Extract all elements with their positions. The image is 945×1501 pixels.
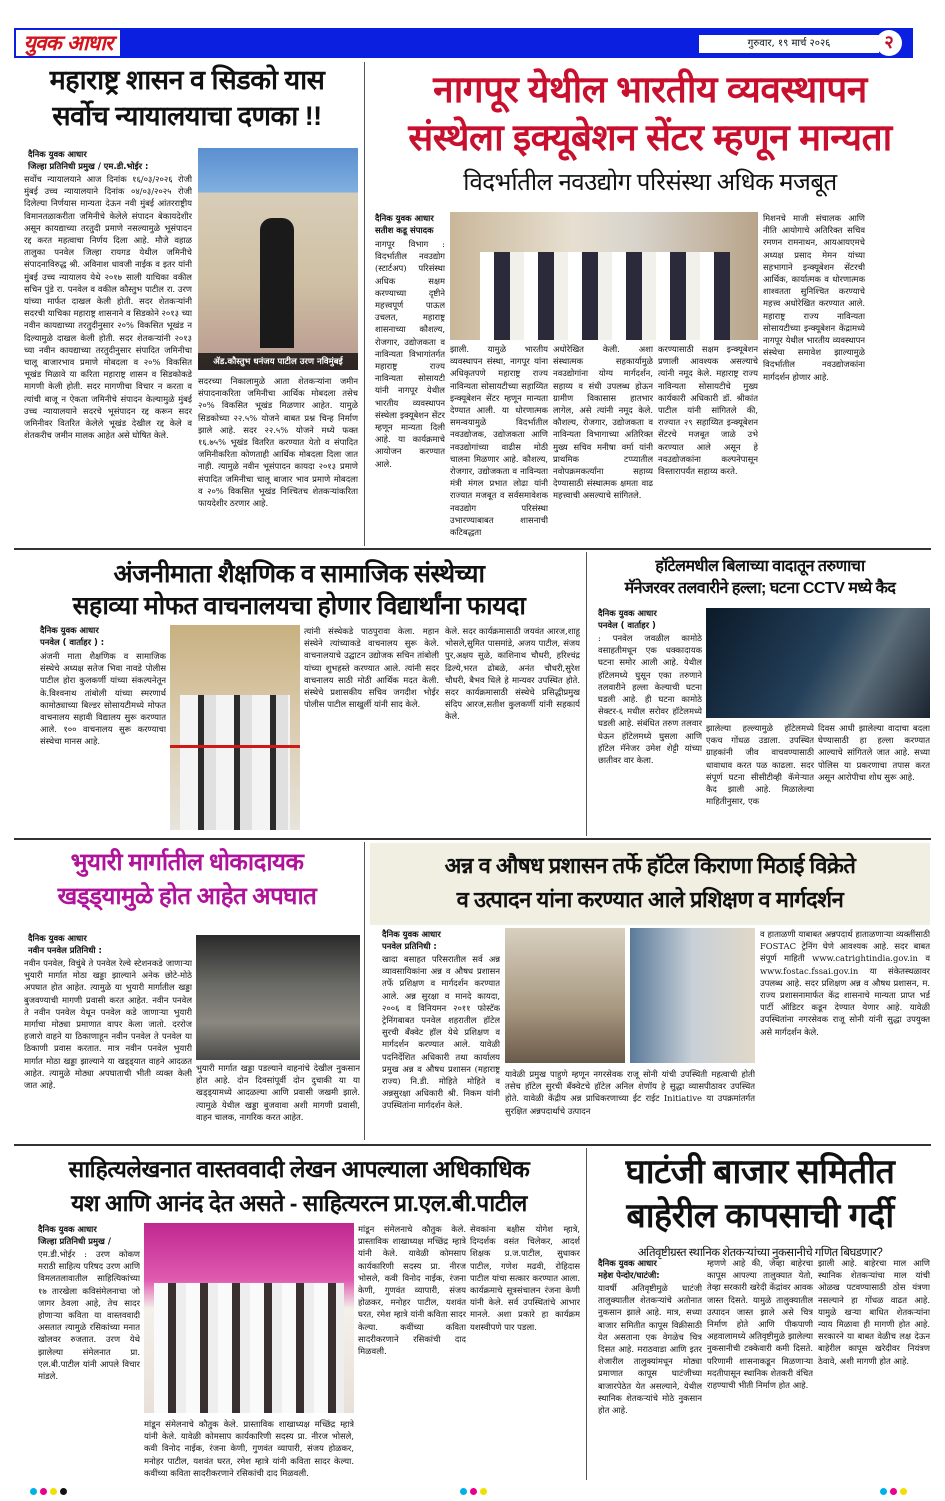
story-iim-nagpur <box>370 66 930 200</box>
people-group <box>180 695 290 830</box>
story-subway-potholes <box>14 846 360 914</box>
byline-reporter: महेश पेन्दोर/घाटंजी: <box>598 1270 660 1280</box>
headline-line-1: नागपूर येथील भारतीय व्यवस्थापन <box>433 69 867 110</box>
section-divider <box>14 1144 931 1146</box>
column-divider <box>364 842 365 1140</box>
photo-caption-text: यावेळी प्रमुख पाहुणे म्हणून नगरसेवक राजू सोनी यांची उपस्थिती महत्वाची होती तसेच हॉटेल सुरची बँक्वेटचे हॉटेल अनिल शेणॉय हे सुद्धा व्यासपीठावर उपस्थित होते. यावेळी केंद्रीय अन्न प्राधिकरणाच्या ईट राईट Initiative या उपक्रमांतर्गत सुरक्षित अन्नपदार्थाचे उत्पादन <box>505 1069 755 1116</box>
headline-line-2: खड्ड्यामुळे होत आहेत अपघात <box>57 883 317 910</box>
article-body-2: मांडून संमेलनाचे कौतुक केले. प्रास्ताविक शाखाध्यक्ष मच्छिंद्र म्हात्रे यांनी केले. यावेळी कोमसाप कार्यकारिणी सदस्य प्रा. नीरज भोसले, कवी विनोद नाईक, रंजना केणी, गुणवंत व्यापारी, संजय होळकर, मनोहर पाटील, यशवंत घरत, रमेश म्हात्रे यांनी कविता सादर केल्या. कवींच्या कविता सादरीकरणाने रसिकांची दाद मिळवली. <box>358 1224 466 1357</box>
byline: दैनिक युवक आधार <box>40 625 99 635</box>
registration-mark <box>460 1488 467 1495</box>
article-body-1: एम.डी.भोईर : उरण कोकण मराठी साहित्य परिषद उरण आणि विमलतलावातील साहित्यिकांच्या १७ तारखेला कविसंमेलनाचा जो जागर ठेवला आहे, तेच सादर होणाऱ्या कविता या वास्तववादी असतात त्यामुळे रसिकांच्या मनात खोलवर रुजतात. उरण येथे झालेल्या संमेलनात प्रा. एल.बी.पाटील यांनी आपले विचार मांडले. <box>38 1249 140 1382</box>
inauguration-photo <box>170 625 300 830</box>
registration-mark <box>30 1488 37 1495</box>
article-body-3: सेवकांना बक्षीस योगेश म्हात्रे, दिग्दर्शक वसंत चिलेकर, आदर्श शिक्षक प्र.ज.पाटील, सुधाकर पाटील, गणेश मढवी, रोहिदास पाटील यांचा सत्कार करण्यात आला. कार्यक्रमाचे सूत्रसंचालन रंजना केणी यांनी केले. सर्व उपस्थितांचे आभार मानले. अशा प्रकारे हा कार्यक्रम यशस्वीपणे पार पडला. <box>470 1224 580 1332</box>
registration-mark <box>40 1488 47 1495</box>
article-body-3: केले. सदर कार्यक्रमासाठी जयवंत आरज,शाहू भोसले,सुमित पासमांडे, अजय पाटील, संजय पुर,अक्षय सुळे, काशिनाथ चौधरी, हरिश्चंद्र ढिल्ये,भरत ढोबळे, अनंत चौधरी,सुरेश चौधरी, बैभव धिले हे मान्यवर उपस्थित होते. सदर कार्यक्रमासाठी संस्थेचे प्रसिद्धीप्रमुख संदिप आरज,सतीश कुलकर्णी यांनी सहकार्य केले. <box>445 626 580 722</box>
story-library <box>14 558 584 622</box>
headline-line-2: बाहेरील कापसाची गर्दी <box>626 1197 894 1235</box>
headline-line-1: हॉटेलमधील बिलाच्या वादातून तरुणाचा <box>655 558 865 575</box>
byline: दैनिक युवक आधार <box>375 213 434 223</box>
article-body-2: व हाताळणी याबाबत अन्नपदार्थ हाताळणाऱ्या व्यक्तींसाठी FOSTAC ट्रेनिंग घेणे आवश्यक आहे. सदर बाबत संपूर्ण माहिती www.catrightindia.gov.in व www.fostac.fssai.gov.in या संकेतस्थळावर उपलब्ध आहे. सदर प्रशिक्षण अन्न व औषध प्रशासन, म. राज्य प्रशासनामार्फत केंद्र शासनाचे मान्यता प्राप्त भर्ड पार्टी ऑडिटर कडून देण्यात येणार आहे. यावेळी उपस्थितांना नगरसेवक राजू सोनी यांनी सुद्धा उपयुक्त असे मार्गदर्शन केले. <box>760 929 930 1037</box>
byline: दैनिक युवक आधार <box>598 608 657 618</box>
article-body-1: यावर्षी अतिवृष्टीमुळे घाटंजी तालुक्यातील शेतकऱ्यांचे अतोनात नुकसान झाले आहे. मात्र, सध्या बाजार समितीत कापूस विक्रीसाठी येत असताना एक वेगळेच चित्र दिसत आहे. मराठवाडा आणि इतर शेजारील तालुक्यांमधून मोठ्या प्रमाणात कापूस घाटंजीच्या बाजारपेठेत येत असल्याने, येथील स्थानिक शेतकऱ्यांचे मोठे नुकसान होत आहे. <box>598 1283 702 1416</box>
cctv-photo <box>706 608 930 718</box>
ribbon <box>170 745 300 748</box>
page-number: २ <box>876 30 902 56</box>
article-body-2: झाली. यामुळे भारतीय व्यवस्थापन संस्था, नागपूर यांना अधिकृतपणे महाराष्ट्र राज्य नाविन्यता सोसायटीच्या सहाय्यित इन्क्यूबेशन सेंटर म्हणून मान्यता देण्यात आली. या धोरणात्मक समन्वयामुळे विदर्भातील नवउद्योजक, उद्योजकता आणि नवउद्योगांच्या वाढीस मोठी चालना मिळणार आहे. कौशल्य, रोजगार, उद्योजकता व नाविन्यता मंत्री मंगल प्रभात लोढा यांनी राज्यात मजबूत व सर्वसमावेशक नवउद्योग परिसंस्था उभारण्याबाबत शासनाची कटिबद्धता <box>450 344 548 538</box>
byline: दैनिक युवक आधार <box>28 933 87 943</box>
article-body-1: : पनवेल जवळील कामोठे वसाहतीमधून एक धक्कादायक घटना समोर आली आहे. येथील हॉटेलमध्ये घुसून एका तरुणाने तलवारीने हल्ला केल्याची घटना घडली आहे. ही घटना कामोठे सेक्टर-६ मधील सरोवर हॉटेलमध्ये घडली आहे. संबंधित तरुण तलवार घेऊन हॉटेलमध्ये घुसला आणि हॉटेल मॅनेजर उमेश शेट्टी यांच्या छातीवर वार केला. <box>598 633 702 766</box>
story-cotton-market <box>590 1150 930 1264</box>
audience-photo <box>505 928 625 1063</box>
byline-reporter: पनवेल प्रतिनिधी : <box>382 941 437 951</box>
article-body-3: झाली आहे. बाहेरचा माल आणि स्थानिक शेतकऱ्यांचा माल यांची ओळख पटवण्यासाठी ठोस यंत्रणा नसल्याने हा गोंधळ वाढत आहे. यामुळे खऱ्या बाधित शेतकऱ्यांना न्याय मिळावा ही मागणी होत आहे. सरकारने या बाबत वेळीच लक्ष देऊन बाहेरील कापूस खरेदीवर नियंत्रण ठेवावे, अशी मागणी होत आहे. <box>818 1258 930 1366</box>
article-body-1: खादा बसाहत परिसरातील सर्व अन्न व्यावसायिकांना अन्न व औषध प्रशासन तर्फे प्रशिक्षण व मार्गदर्शन करण्यात आले. अन्न सुरक्षा व मानदे कायदा, २००६ व विनियमन २०११ फोस्टॅक ट्रेनिंगबाबत पनवेल शहरातील हॉटेल सुरची बँक्वेट हॉल येथे प्रशिक्षण व मार्गदर्शन करण्यात आले. यावेळी पदनिर्देशित अधिकारी तथा कार्यालय प्रमुख अन्न व औषध प्रशासन (महाराष्ट्र राज्य) नि.डी. मोहिते मोहिते व अन्नसुरक्षा अधिकारी श्री. निकम यांनी उपस्थितांना मार्गदर्शन केले. <box>382 954 500 1111</box>
subway-photo <box>196 935 360 1060</box>
registration-mark <box>900 1488 907 1495</box>
article-body-2: म्हणणे आहे की, जेव्हा बाहेरचा कापूस आपल्या तालुक्यात येतो, तेव्हा सरकारी खरेदी केंद्रांवर आवक जास्त दिसते. यामुळे तालुक्यातील उत्पादन जास्त झाले असे चित्र निर्माण होते आणि पीकपाणी अहवालामध्ये अतिवृष्टीमुळे झालेल्या नुकसानीची टक्केवारी कमी दिसते. परिणामी शासनाकडून मिळणाऱ्या मदतीपासून स्थानिक शेतकरी वंचित राहण्याची भीती निर्माण होत आहे. <box>707 1258 813 1391</box>
headline-line-2: सहाव्या मोफत वाचनालयचा होणार विद्यार्थांना फायदा <box>72 592 526 620</box>
headline-line-2: मॅनेजरवर तलवारीने हल्ला; घटना CCTV मध्ये कैद <box>624 580 896 597</box>
byline: दैनिक युवक आधार <box>382 929 441 939</box>
byline-reporter: पनवेल ( वार्ताहर ) : <box>40 637 105 647</box>
newspaper-logo: युवक आधार <box>16 30 120 56</box>
headline-line-1: अंजनीमाता शैक्षणिक व सामाजिक संस्थेच्या <box>113 560 485 588</box>
masthead <box>14 28 913 58</box>
headline-line-1: अन्न व औषध प्रशासन तर्फे हॉटेल किराणा मिठाई विक्रेते <box>444 853 856 878</box>
column-divider <box>586 1148 587 1480</box>
article-body-1: नागपूर विभाग : विदर्भातील नवउद्योग (स्टार्टअप) परिसंस्था अधिक सक्षम करण्याच्या दृष्टीने महत्त्वपूर्ण पाऊल उचलत, महाराष्ट्र शासनाच्या कौशल्य, रोजगार, उद्योजकता व नाविन्यता विभागांतर्गत महाराष्ट्र राज्य नाविन्यता सोसायटी यांनी नागपूर येथील भारतीय व्यवस्थापन संस्थेला इक्यूबेशन सेंटर म्हणून मान्यता दिली आहे. या कार्यक्रमाचे आयोजन करण्यात आले. <box>375 239 445 469</box>
headline-line-1: महाराष्ट्र शासन व सिडको यास <box>49 65 325 95</box>
article-body-3: दिवस आधी झालेल्या वादाचा बदला घेण्यासाठी हा हल्ला करण्यात आल्याचे सांगितले जात आहे. सध्या पोलिस या प्रकरणाचा तपास करत असून आरोपीचा शोध सुरू आहे. <box>818 723 930 782</box>
headline-line-1: घाटंजी बाजार समितीत <box>625 1153 895 1191</box>
registration-mark <box>480 1488 487 1495</box>
byline: दैनिक युवक आधार <box>28 149 87 159</box>
event-photo <box>144 1223 354 1413</box>
article-body-1: अंजनी माता शैक्षणिक व सामाजिक संस्थेचे अध्यक्ष सतेज भिवा नावडे पोलीस पाटील होरा कुलकर्णी यांच्या संकल्पनेतून के.विश्वनाथ तांबोली यांच्या स्मरणार्थ कामोठ्याच्या बिल्डर सोसायटीमध्ये मोफत वाचनालय सहावी विद्यालय सुरू करण्यात आले. १०० वाचनालय सुरू करण्याचा संस्थेचा मानस आहे. <box>40 651 166 747</box>
registration-mark <box>60 1488 67 1495</box>
story-literature <box>14 1152 584 1220</box>
article-body-2: सदरच्या निकालामुळे आता शेतकऱ्यांना जमीन संपादनाकरिता जमिनीचा आर्थिक मोबदला तसेच २०% विकसित भूखंड मिळणार आहेत. यामुळे सिडकोच्या २२.५% योजने बाबत प्रश्न चिन्ह निर्माण झाले आहे. सदर २२.५% योजने मध्ये फक्त १६.७५% भूखंड वितरित करण्यात येतो व संपादित जमिनीकरिता कोणताही आर्थिक मोबदला दिला जात नाही. त्यामुळे नवीन भूसंपादन कायदा २०१३ प्रमाणे संपादित जमिनीचा चालू बाजार भाव प्रमाणे मोबदला व २०% विकसित भूखंड निश्चितच शेतकऱ्यांकरिता फायदेशीर ठरणार आहे. <box>198 376 358 509</box>
photo-caption: ॲड.कौस्तुभ धनंजय पाटील उरण नविमुंबई <box>198 353 358 370</box>
person-figure <box>260 218 294 348</box>
headline-line-2: सर्वोच न्यायालयाचा दणका !! <box>52 101 322 131</box>
column-divider <box>364 62 365 546</box>
people-group <box>154 1283 344 1413</box>
byline-reporter: जिल्हा प्रतिनिधी प्रमुख / एम.डी.भोईर : <box>28 161 149 171</box>
column-divider <box>586 552 587 836</box>
byline: दैनिक युवक आधार <box>598 1258 657 1268</box>
story-hotel-attack <box>590 556 930 600</box>
headline-line-1: साहित्यलेखनात वास्तववादी लेखन आपल्याला अधिकाधिक <box>68 1156 530 1182</box>
article-body-1b: मांडून संमेलनाचे कौतुक केले. प्रास्ताविक शाखाध्यक्ष मच्छिंद्र म्हात्रे यांनी केले. यावेळी कोमसाप कार्यकारिणी सदस्य प्रा. नीरज भोसले, कवी विनोद नाईक, रंजना केणी, गुणवंत व्यापारी, संजय होळकर, मनोहर पाटील, यशवंत घरत, रमेश म्हात्रे यांनी कविता सादर केल्या. कवींच्या कविता सादरीकरणाने रसिकांची दाद मिळवली. <box>144 1419 354 1478</box>
registration-mark <box>880 1488 887 1495</box>
story-fda-training <box>370 843 930 925</box>
byline-editor: सतीश कडू संपादक <box>375 225 434 235</box>
story-supreme-court <box>14 62 360 134</box>
registration-mark <box>50 1488 57 1495</box>
article-body-3: अधोरेखित केली. अशा संस्थात्मक सहकार्यामुळे नवउद्योगांना योग्य मार्गदर्शन, सहाय्य व संधी उपलब्ध होऊन ग्रामीण विकासास हातभार लागेल, असे त्यांनी नमूद केले. कौशल्य, रोजगार, उद्योजकता व नाविन्यता विभागाच्या अतिरिक्त मुख्य सचिव मनीषा वर्मा यांनी प्राथमिक टप्प्यातील नवोपक्रमकर्त्यांना सहाय्य देण्यासाठी संस्थात्मक क्षमता वाढ महत्त्वाची असल्याचे सांगितले. <box>553 344 653 501</box>
article-body-5: मिशनचे माजी संचालक आणि नीति आयोगाचे अतिरिक्त सचिव रमणन रामनाथन, आयआयएमचे अध्यक्ष प्रसाद मेमन यांच्या सहभागाने इन्क्यूबेशन सेंटरची आर्थिक, कार्यात्मक व धोरणात्मक शाश्वतता सुनिश्चित करण्याचे महत्त्व अधोरेखित करण्यात आले. महाराष्ट्र राज्य नाविन्यता सोसायटीच्या इन्क्यूबेशन केंद्रामध्ये नागपूर येथील भारतीय व्यवस्थापन संस्थेचा समावेश झाल्यामुळे विदर्भातील नवउद्योजकांना मार्गदर्शन होणार आहे. <box>763 213 865 382</box>
people-group <box>480 252 730 340</box>
article-body-2: त्यांनी संस्थेकडे पाठपुरावा केला. महान संस्थेने त्यांच्याकडे वाचनालय सुरू केले. वाचनालयाचे उद्घाटन उद्योजक सचिन तांबोली यांच्या शुभहस्ते करण्यात आले. त्यांनी सदर वाचनालय साठी मोठी आर्थिक मदत केली. संस्थेचे प्रशासकीय सचिव जगदीश भोईर पोलीस पाटील साखुर्ली यांनी साद केले. <box>304 626 439 710</box>
headline-line-2: व उत्पादन यांना करण्यात आले प्रशिक्षण व मार्गदर्शन <box>456 887 844 912</box>
headline-line-1: भुयारी मार्गातील धोकादायक <box>70 849 304 876</box>
issue-date: गुरुवार, १९ मार्च २०२६ <box>699 35 879 53</box>
article-body-2: झालेल्या हल्ल्यामुळे हॉटेलमध्ये एकच गोंधळ उडाला. उपस्थित ग्राहकांनी जीव वाचवण्यासाठी धावाधाव करत पळ काढला. सदर संपूर्ण घटना सीसीटीव्ही कॅमेऱ्यात कैद झाली आहे. मिळालेल्या माहितीनुसार, एक <box>706 723 814 807</box>
article-body-1: नवीन पनवेल, विचुंबे ते पनवेल रेल्वे स्टेशनकडे जाणाऱ्या भुयारी मार्गात मोठा खड्डा झाल्याने अनेक छोटे-मोठे अपघात होत आहेत. त्यामुळे या भुयारी मार्गातील खड्डा बुजवण्याची मागणी प्रवासी करत आहेत. नवीन पनवेल ते नवीन पनवेल येथून पनवेल कडे जाणाऱ्या भुयारी मार्गाचा मोठ्या प्रमाणात वापर केला जातो. दररोज हजारो वाहने या ठिकाणाहून नवीन पनवेल ते पनवेल या ठिकाणी प्रवास करतात. मात्र नवीन पनवेल भुयारी मार्गात मोठा खड्डा झाल्याने या खड्ड्यात वाहने आदळत आहेत. त्यामुळे मोठ्या अपघाताची भीती व्यक्त केली जात आहे. <box>24 958 192 1091</box>
event-photo <box>450 212 758 340</box>
subheadline: अतिवृष्टीग्रस्त स्थानिक शेतकऱ्यांच्या नुकसानीचे गणित बिघडणार? <box>637 1247 883 1259</box>
byline-reporter: जिल्हा प्रतिनिधी प्रमुख / <box>38 1236 111 1246</box>
headline-line-2: यश आणि आनंद देत असते - साहित्यरत्न प्रा.एल.बी.पाटील <box>71 1190 527 1216</box>
section-divider <box>14 838 931 840</box>
subheadline: विदर्भातील नवउद्योग परिसंस्था अधिक मजबूत <box>463 169 837 196</box>
article-body: सर्वोच न्यायालयाने आज दिनांक १६/०३/२०२६ रोजी मुंबई उच्च न्यायालयाने दिनांक ०४/०३/२०२५ रोजी दिलेल्या निर्णयास मान्यता देऊन नवी मुंबई आंतरराष्ट्रीय विमानतळाकरीता जमिनीचे केलेले संपादन बेकायदेशीर असून कायद्याच्या तरतुदी प्रमाणे नसल्यामुळे भूसंपादन रद्द करत महत्वाचा निर्णय दिला आहे. मौजे वहाळ तालुका पनवेल जिल्हा रायगड येथील जमिनीचे संपादनाविरुद्ध श्री. अविनाश धावजी नाईक व इतर यांनी मुंबई उच्च न्यायालय येथे २०१७ साली याचिका वकील सचिन पुंडे रा. पनवेल व वकील कौस्तुभ पाटील रा. उरण यांच्या मार्फत दाखल केली होती. सदर शेतकऱ्यांनी सदरची याचिका महाराष्ट्र शासनाने व सिडकोने २०१३ च्या नवीन कायद्याच्या तरतुदीनुसार २०% विकसित भूखंड न दिल्यामुळे दाखल केली होती. सदर शेतकऱ्यांनी २०१३ च्या नवीन कायद्याच्या तरतुदीनुसार संपादित जमिनीचा चालू बाजारभाव प्रमाणे मोबदला व २०% विकसित भूखंड मिळावे या करिता महाराष्ट्र शासन व सिडकोकडे मागणी केली होती. सदर मागणीचा विचार न करता व त्यांची बाजू न ऐकता जमिनीचे संपादन केल्यामुळे मुंबई उच्च न्यायालयाने सदरचे भूसंपादन रद्द करून सदर जमिनीवर वितरित केलेले भूखंड देखील रद्द केले व शेतकरीच जमीन मालक आहेत असे घोषित केले. <box>24 174 192 441</box>
article-body-4: करण्यासाठी सक्षम इन्क्यूबेशन प्रणाली आवश्यक असल्याचे त्यांनी नमूद केले. महाराष्ट्र राज्य नाविन्यता सोसायटीचे मुख्य कार्यकारी अधिकारी डॉ. श्रीकांत पाटील यांनी सांगितले की, राज्यात २९ सहाय्यित इन्क्यूबेशन सेंटरचे मजबूत जाळे उभे करण्यात आले असून हे नवउद्योजकांना कल्पनेपासून विस्तारापर्यंत सहाय्य करते. <box>658 344 758 477</box>
headline-line-2: संस्थेला इक्यूबेशन सेंटर म्हणून मान्यता <box>408 117 892 158</box>
byline-reporter: पनवेल ( वार्ताहर ) <box>598 620 656 630</box>
article-body-2: भुयारी मार्गात खड्डा पडल्याने वाहनांचे देखील नुकसान होत आहे. दोन दिवसांपूर्वी दोन दुचाकी या या खड्ड्यामध्ये आदळल्या आणि प्रवासी जखमी झाले. त्यामुळे येथील खड्डा बुजवावा अशी मागणी प्रवासी, वाहन चालक, नागरिक करत आहेत. <box>196 1063 360 1122</box>
byline-reporter: नवीन पनवेल प्रतिनिधी : <box>28 945 102 955</box>
felicitation-photo <box>630 928 755 1063</box>
lawyer-photo <box>198 148 358 370</box>
registration-mark <box>890 1488 897 1495</box>
section-divider <box>14 548 931 550</box>
byline: दैनिक युवक आधार <box>38 1224 97 1234</box>
registration-mark <box>470 1488 477 1495</box>
